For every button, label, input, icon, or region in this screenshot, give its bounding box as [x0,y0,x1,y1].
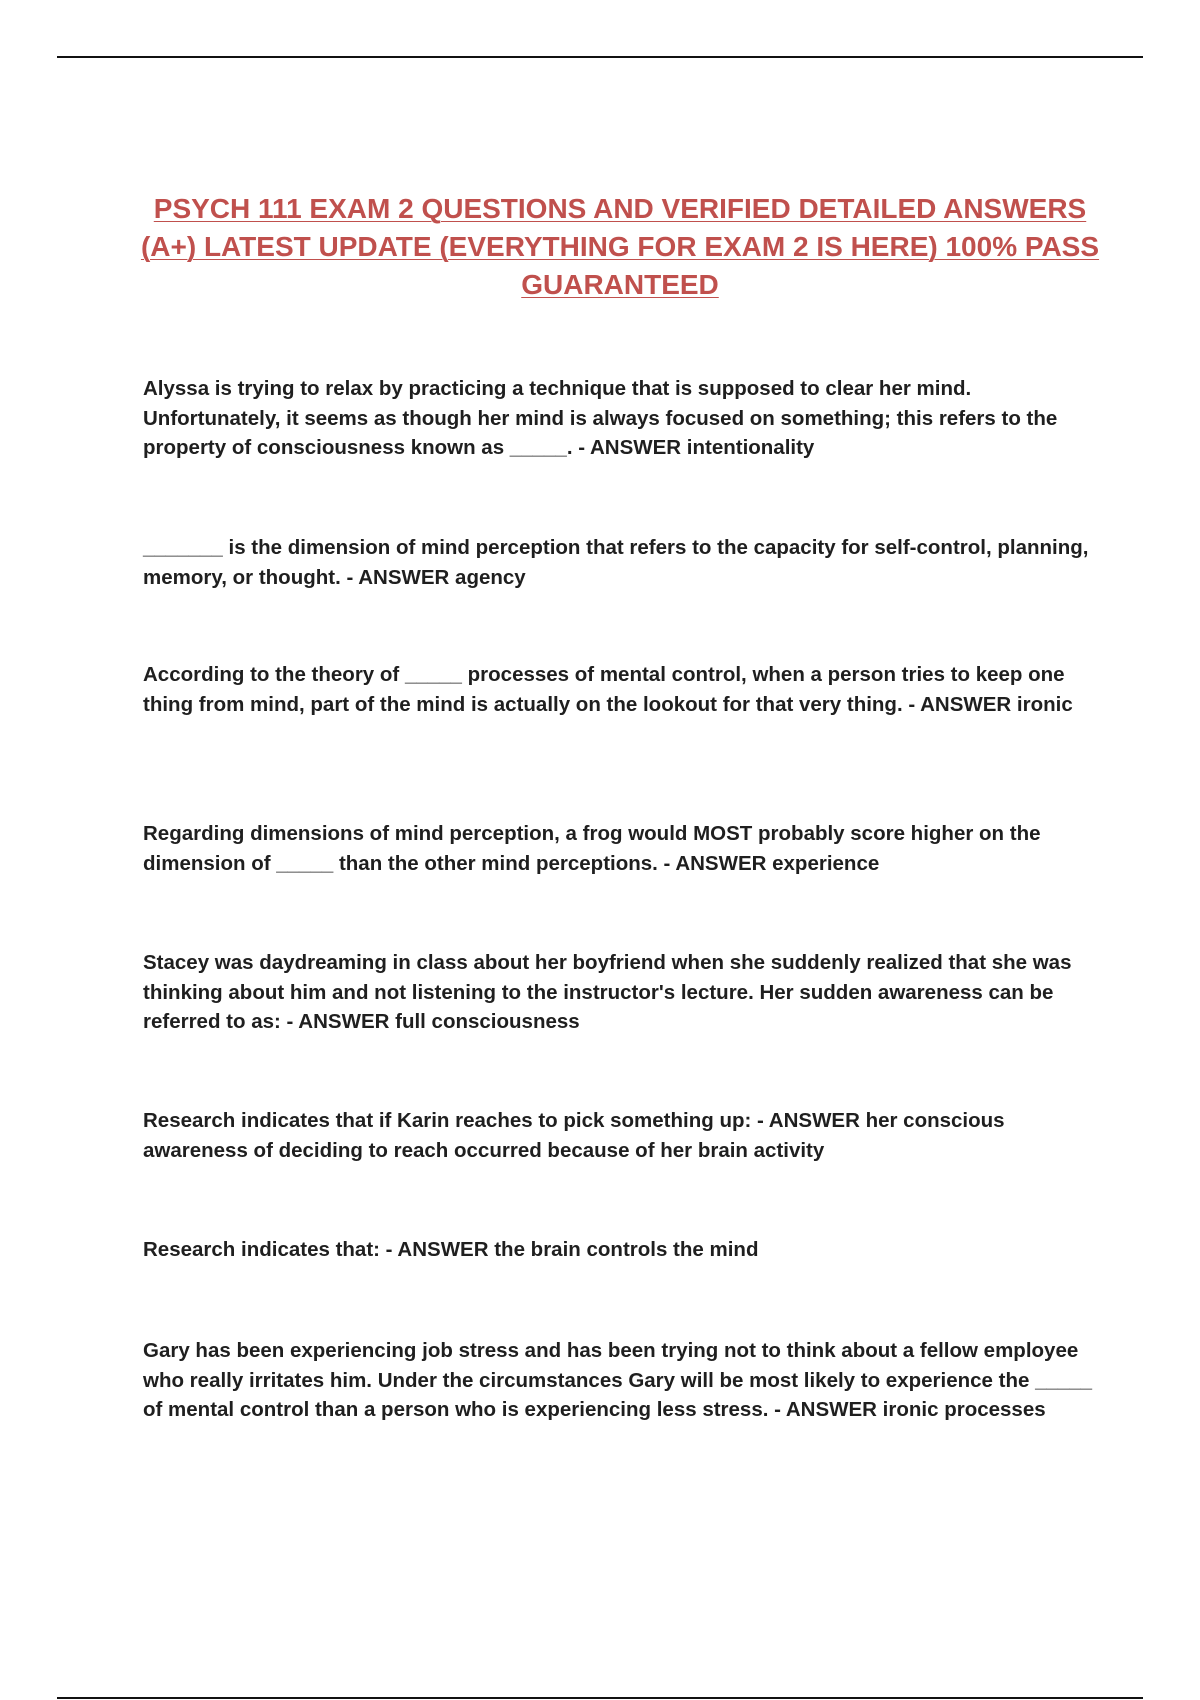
document-title: PSYCH 111 EXAM 2 QUESTIONS AND VERIFIED DETAILED ANSWERS (A+) LATEST UPDATE (EVERYTHING FOR EXAM 2 IS HERE) 100% PASS GUARANTEED [140,193,1100,300]
qa-item: Alyssa is trying to relax by practicing a technique that is supposed to clear her mind. Unfortunately, it seems as though her mind is always focused on something; this refers to the property of consciousness known as _____. - ANSWER intentionality [143,377,1058,459]
bottom-rule [57,1697,1143,1699]
qa-item: Research indicates that if Karin reaches to pick something up: - ANSWER her conscious awareness of deciding to reach occurred because of her brain activity [143,1109,1005,1162]
qa-item: According to the theory of _____ processes of mental control, when a person tries to keep one thing from mind, part of the mind is actually on the lookout for that very thing. - ANSWER ironic [143,663,1073,716]
qa-item: Regarding dimensions of mind perception, a frog would MOST probably score higher on the dimension of _____ than the other mind perceptions. - ANSWER experience [143,822,1041,875]
qa-item: Stacey was daydreaming in class about her boyfriend when she suddenly realized that she was thinking about him and not listening to the instructor's lecture. Her sudden awareness can be referred to as: - ANSWER full consciousness [143,951,1072,1033]
top-rule [57,56,1143,58]
qa-item: _______ is the dimension of mind perception that refers to the capacity for self-control, planning, memory, or thought. - ANSWER agency [143,536,1089,589]
qa-item: Gary has been experiencing job stress and has been trying not to think about a fellow employee who really irritates him. Under the circumstances Gary will be most likely to experience the _____ of mental control than a person who is experiencing less stress. - ANSWER ironic processes [143,1339,1093,1421]
qa-item: Research indicates that: - ANSWER the brain controls the mind [143,1238,759,1261]
